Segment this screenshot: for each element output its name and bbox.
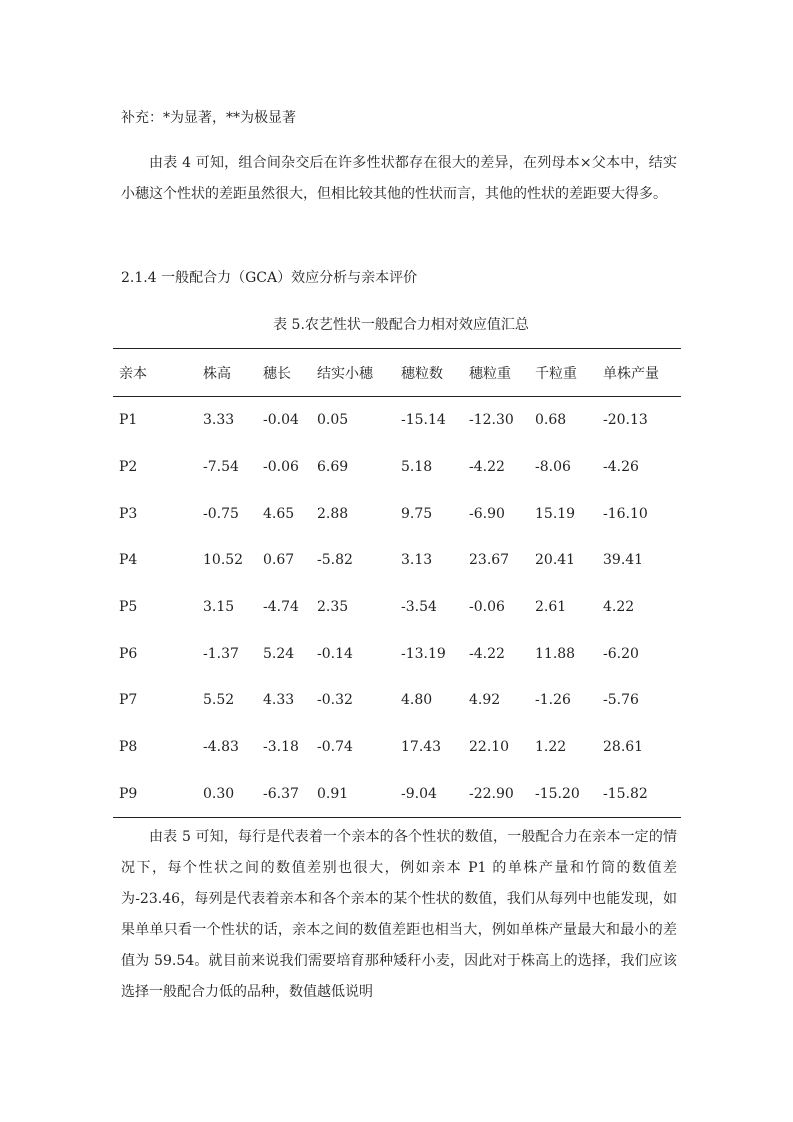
value-cell: -5.82 — [317, 552, 353, 569]
value-cell: -7.54 — [203, 459, 239, 476]
value-cell: 20.41 — [535, 552, 576, 569]
value-cell: 2.88 — [317, 505, 349, 522]
value-cell: -9.04 — [401, 785, 437, 802]
value-cell: -1.26 — [535, 692, 571, 709]
value-cell: 4.92 — [469, 692, 501, 709]
value-cell: -4.83 — [203, 739, 239, 756]
value-cell: 5.18 — [401, 459, 433, 476]
parent-cell: P9 — [119, 785, 138, 802]
parent-cell: P2 — [119, 459, 138, 476]
value-cell: -15.20 — [535, 785, 580, 802]
column-header: 穗粒重 — [469, 365, 511, 382]
value-cell: -0.14 — [317, 645, 353, 662]
value-cell: -16.10 — [603, 505, 648, 522]
column-header: 亲本 — [119, 365, 147, 382]
value-cell: -6.90 — [469, 505, 505, 522]
significance-note: 补充：*为显著，**为极显著 — [121, 110, 296, 126]
value-cell: 5.52 — [203, 692, 235, 709]
parent-cell: P7 — [119, 692, 138, 709]
paragraph-text: 由表 4 可知，组合间杂交后在许多性状都存在很大的差异，在列母本×父本中，结实小穗这个性状的差距虽然很大，但相比较其他的性状而言，其他的性状的差距要大得多。 — [121, 155, 677, 202]
value-cell: 2.61 — [535, 599, 567, 616]
table-row — [113, 724, 681, 771]
value-cell: 3.33 — [203, 412, 235, 429]
parent-cell: P4 — [119, 552, 138, 569]
value-cell: -12.30 — [469, 412, 514, 429]
value-cell: -4.26 — [603, 459, 639, 476]
table-row — [113, 444, 681, 491]
value-cell: 0.67 — [263, 552, 295, 569]
value-cell: -0.74 — [317, 739, 353, 756]
value-cell: 15.19 — [535, 505, 576, 522]
section-heading: 2.1.4 一般配合力（GCA）效应分析与亲本评价 — [121, 270, 418, 286]
value-cell: -8.06 — [535, 459, 571, 476]
table-body — [113, 397, 681, 818]
column-header: 株高 — [203, 365, 231, 382]
paragraph-table4-analysis — [121, 148, 677, 210]
value-cell: 17.43 — [401, 739, 442, 756]
value-cell: -4.22 — [469, 645, 505, 662]
table-row — [113, 630, 681, 677]
value-cell: -20.13 — [603, 412, 648, 429]
value-cell: 1.22 — [535, 739, 567, 756]
value-cell: -0.06 — [263, 459, 299, 476]
value-cell: -4.74 — [263, 599, 299, 616]
value-cell: -6.20 — [603, 645, 639, 662]
value-cell: -22.90 — [469, 785, 514, 802]
value-cell: 39.41 — [603, 552, 644, 569]
value-cell: 4.80 — [401, 692, 433, 709]
column-header: 结实小穗 — [317, 365, 373, 382]
value-cell: -3.54 — [401, 599, 437, 616]
parent-cell: P6 — [119, 645, 138, 662]
table-caption: 表 5.农艺性状一般配合力相对效应值汇总 — [273, 317, 529, 333]
column-header: 穗长 — [263, 365, 291, 382]
value-cell: 3.15 — [203, 599, 235, 616]
value-cell: 5.24 — [263, 645, 295, 662]
table-row — [113, 677, 681, 724]
value-cell: 0.05 — [317, 412, 349, 429]
value-cell: 9.75 — [401, 505, 433, 522]
table-row — [113, 397, 681, 444]
table-row — [113, 771, 681, 818]
value-cell: 10.52 — [203, 552, 244, 569]
paragraph-table5-analysis — [121, 822, 677, 1008]
value-cell: -3.18 — [263, 739, 299, 756]
parent-cell: P8 — [119, 739, 138, 756]
value-cell: -13.19 — [401, 645, 446, 662]
value-cell: 0.91 — [317, 785, 349, 802]
value-cell: -0.04 — [263, 412, 299, 429]
table-row — [113, 584, 681, 631]
column-header: 穗粒数 — [401, 365, 443, 382]
parent-cell: P5 — [119, 599, 138, 616]
value-cell: -15.14 — [401, 412, 446, 429]
value-cell: -0.75 — [203, 505, 239, 522]
table-header-row — [113, 349, 681, 397]
column-header: 千粒重 — [535, 365, 577, 382]
gca-table — [113, 348, 681, 818]
column-header: 单株产量 — [603, 365, 659, 382]
value-cell: 2.35 — [317, 599, 349, 616]
value-cell: 28.61 — [603, 739, 644, 756]
value-cell: 22.10 — [469, 739, 510, 756]
value-cell: 4.33 — [263, 692, 295, 709]
value-cell: 0.68 — [535, 412, 567, 429]
value-cell: 3.13 — [401, 552, 433, 569]
value-cell: -0.06 — [469, 599, 505, 616]
value-cell: 4.22 — [603, 599, 635, 616]
value-cell: 0.30 — [203, 785, 235, 802]
value-cell: 6.69 — [317, 459, 349, 476]
parent-cell: P1 — [119, 412, 138, 429]
value-cell: -1.37 — [203, 645, 239, 662]
value-cell: -6.37 — [263, 785, 299, 802]
paragraph-text: 由表 5 可知，每行是代表着一个亲本的各个性状的数值，一般配合力在亲本一定的情况下，每个性状之间的数值差别也很大，例如亲本 P1 的单株产量和竹筒的数值差为-23.46，每列是代表着亲本和各个亲本的某个性状的数值，我们从每列中也能发现，如果单单只看一个性状的话，亲本之间的数值差距也相当大，例如单株产量最大和最小的差值为 59.54。就目前来说我们需要培育那种矮秆小麦，因此对于株高上的选择，我们应该选择一般配合力低的品种，数值越低说明 — [121, 829, 677, 1000]
value-cell: -5.76 — [603, 692, 639, 709]
table-row — [113, 537, 681, 584]
parent-cell: P3 — [119, 505, 138, 522]
table-row — [113, 490, 681, 537]
value-cell: 23.67 — [469, 552, 510, 569]
value-cell: 11.88 — [535, 645, 576, 662]
value-cell: -15.82 — [603, 785, 648, 802]
value-cell: 4.65 — [263, 505, 295, 522]
value-cell: -0.32 — [317, 692, 353, 709]
value-cell: -4.22 — [469, 459, 505, 476]
